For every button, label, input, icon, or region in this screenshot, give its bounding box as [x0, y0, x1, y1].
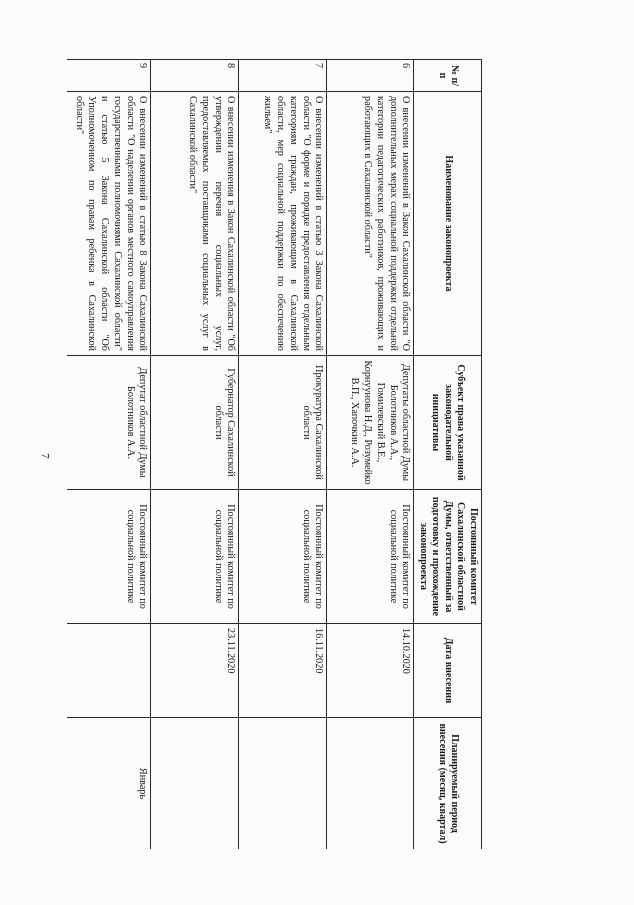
row-period	[239, 718, 327, 850]
row-bill-name: О внесении изменений в статью 8 Закона Сахалинской области "О наделении органов местного самоуправления государственными полномочиями Сахалинской области" и статью 5 Закона Сахалинской области "Об Уполномоченном по правам ребенка в Сахалинской области"	[67, 92, 151, 356]
header-committee: Постоянный комитет Сахалинской областной Думы, ответственный за подготовку и прохождение законопроекта	[414, 490, 482, 624]
row-period: Январь	[67, 718, 151, 850]
table-row	[239, 60, 327, 850]
row-num: 9	[67, 60, 151, 92]
header-name: Наименование законопроекта	[414, 92, 482, 356]
bill-table-landscape	[67, 59, 482, 849]
row-period	[327, 718, 414, 850]
row-bill-name: О внесении изменения в Закон Сахалинской области "Об утверждении перечня социальных услуг, предоставляемых поставщиками социальных услуг в Сахалинской области"	[151, 92, 239, 356]
row-committee: Постоянный комитет по социальной политике	[151, 490, 239, 624]
row-num: 8	[151, 60, 239, 92]
row-subject: Депутаты областной Думы Болотников А.А., Гомилевский В.Е., Корнуунова Н.Д., Розумейко В.П., Хапочкин А.А.	[327, 356, 414, 490]
header-num: № п/п	[414, 60, 482, 92]
row-date: 14.10.2020	[327, 624, 414, 718]
row-num: 7	[239, 60, 327, 92]
row-committee: Постоянный комитет по социальной политике	[239, 490, 327, 624]
legislation-plan-table	[67, 59, 482, 849]
table-row	[327, 60, 414, 850]
row-bill-name: О внесении изменений в статью 3 Закона Сахалинской области "О форме и порядке предоставления отдельным категориям граждан, проживающим в Сахалинской области, мер социальной поддержки по обеспечению жильем"	[239, 92, 327, 356]
header-date: Дата внесения	[414, 624, 482, 718]
row-committee: Постоянный комитет по социальной политике	[67, 490, 151, 624]
row-date	[67, 624, 151, 718]
row-committee: Постоянный комитет по социальной политике	[327, 490, 414, 624]
row-subject: Депутат областной Думы Болотников А.А.	[67, 356, 151, 490]
row-bill-name: О внесении изменений в Закон Сахалинской области "О дополнительных мерах социальной поддержки отдельной категории педагогических работников, проживающих и работающих в Сахалинской области"	[327, 92, 414, 356]
row-subject: Губернатор Сахалинской области	[151, 356, 239, 490]
row-subject: Прокуратура Сахалинской области	[239, 356, 327, 490]
table-row	[151, 60, 239, 850]
row-num: 6	[327, 60, 414, 92]
bill-table-rotated	[67, 59, 482, 849]
row-period	[151, 718, 239, 850]
table-header-row	[414, 60, 482, 850]
header-period: Планируемый период внесения (месяц, квартал)	[414, 718, 482, 850]
page-number: 7	[39, 453, 51, 459]
table-row	[67, 60, 151, 850]
row-date: 16.11.2020	[239, 624, 327, 718]
row-date: 23.11.2020	[151, 624, 239, 718]
header-subject: Субъект права указанной законодательной инициативы	[414, 356, 482, 490]
